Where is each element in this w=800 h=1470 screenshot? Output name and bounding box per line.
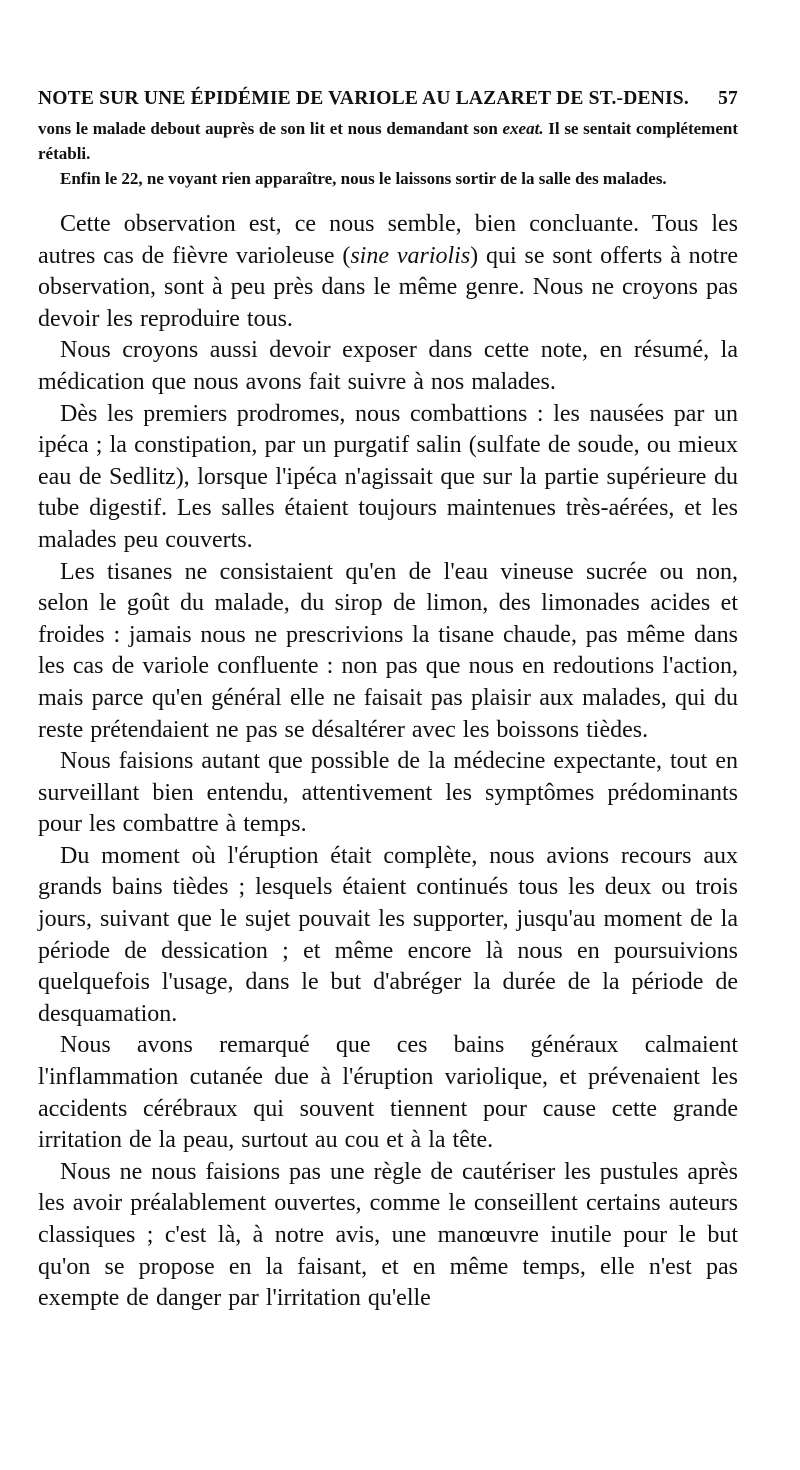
running-title: NOTE SUR UNE ÉPIDÉMIE DE VARIOLE AU LAZARET DE ST.-DENIS.: [38, 88, 689, 109]
page-number: 57: [718, 88, 738, 109]
small-paragraph-1: vons le malade debout auprès de son lit et nous demandant son exeat. Il se sentait complétement rétabli.: [38, 119, 739, 163]
body-paragraph-4: Les tisanes ne consistaient qu'en de l'eau vineuse sucrée ou non, selon le goût du malade, du sirop de limon, des limonades acides et froides : jamais nous ne prescrivions la tisane chaude, pas même dans les cas de variole confluente : non pas que nous en redoutions l'action, mais parce qu'en général elle ne faisait pas plaisir aux malades, qui du reste prétendaient ne pas se désaltérer avec les boissons tièdes.: [38, 558, 738, 743]
body-paragraph-6: Du moment où l'éruption était complète, nous avions recours aux grands bains tièdes ; lesquels étaient continués tous les deux ou trois jours, suivant que le sujet pouvait les supporter, jusqu'au moment de la période de dessication ; et même encore là nous en poursuivions quelquefois l'usage, dans le but d'abréger la durée de la période de desquamation.: [38, 842, 738, 1027]
latin-term-sine-variolis: sine variolis: [350, 242, 471, 269]
small-print-section: [38, 116, 738, 191]
body-text: [38, 209, 738, 1315]
small-paragraph-2: Enfin le 22, ne voyant rien apparaître, nous le laissons sortir de la salle des malades.: [60, 169, 667, 188]
body-paragraph-3: Dès les premiers prodromes, nous combattions : les nausées par un ipéca ; la constipation, par un purgatif salin (sulfate de soude, ou mieux eau de Sedlitz), lorsque l'ipéca n'agissait que sur la partie supérieure du tube digestif. Les salles étaient toujours maintenues très-aérées, et les malades peu couverts.: [38, 400, 738, 553]
latin-term-exeat: exeat.: [502, 119, 544, 138]
body-paragraph-8: Nous ne nous faisions pas une règle de cautériser les pustules après les avoir préalablement ouvertes, comme le conseillent certains auteurs classiques ; c'est là, à notre avis, une manœuvre inutile pour le but qu'on se propose en la faisant, et en même temps, elle n'est pas exempte de danger par l'irritation qu'elle: [38, 1158, 738, 1312]
book-page: [38, 88, 738, 1315]
body-paragraph-5: Nous faisions autant que possible de la médecine expectante, tout en surveillant bien entendu, attentivement les symptômes prédominants pour les combattre à temps.: [38, 748, 738, 838]
running-header: [38, 88, 738, 110]
body-paragraph-2: Nous croyons aussi devoir exposer dans cette note, en résumé, la médication que nous avons fait suivre à nos malades.: [38, 337, 738, 395]
body-paragraph-1: Cette observation est, ce nous semble, bien concluante. Tous les autres cas de fièvre varioleuse (sine variolis) qui se sont offerts à notre observation, sont à peu près dans le même genre. Nous ne croyons pas devoir les reproduire tous.: [38, 211, 738, 332]
body-paragraph-7: Nous avons remarqué que ces bains généraux calmaient l'inflammation cutanée due à l'éruption variolique, et prévenaient les accidents cérébraux qui souvent tiennent pour cause cette grande irritation de la peau, surtout au cou et à la tête.: [38, 1032, 738, 1154]
